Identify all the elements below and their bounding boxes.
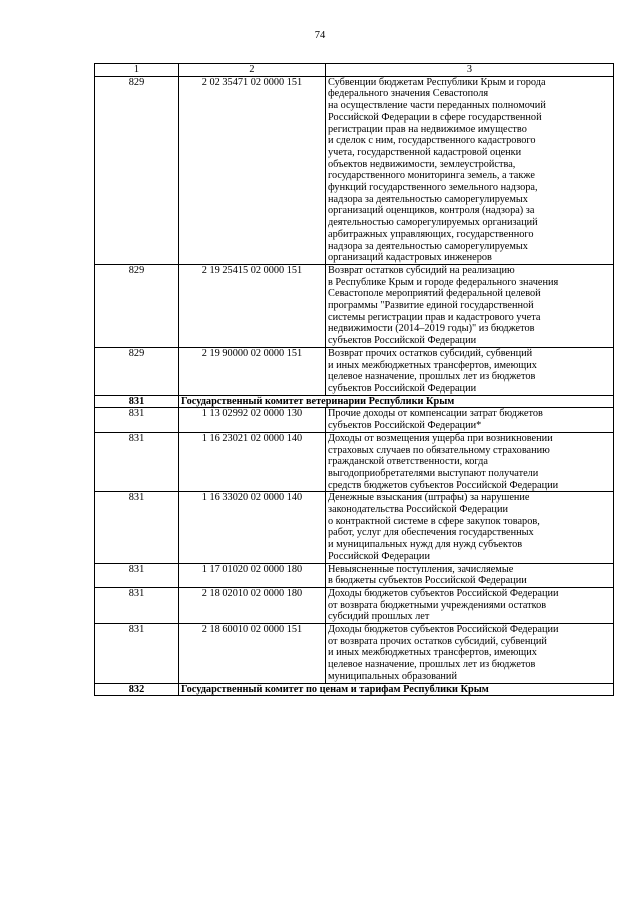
description-line: Российской Федерации — [328, 550, 430, 562]
table-row — [95, 492, 614, 563]
description-line: и муниципальных нужд для нужд субъектов — [328, 539, 523, 551]
table-row — [95, 587, 614, 623]
admin-code: 831 — [95, 408, 179, 432]
group-title: Государственный комитет по ценам и тарифам Республики Крым — [179, 683, 614, 696]
description-line: о контрактной системе в сфере закупок товаров, — [328, 515, 540, 527]
income-code: 1 17 01020 02 0000 180 — [179, 563, 326, 587]
description-line: гражданской ответственности, когда — [328, 456, 488, 468]
income-description — [326, 347, 614, 395]
income-description — [326, 432, 614, 492]
description-line: субъектов Российской Федерации — [328, 335, 477, 347]
description-line: надзора за деятельностью саморегулируемых — [328, 193, 528, 205]
group-title: Государственный комитет ветеринарии Республики Крым — [179, 395, 614, 408]
income-code: 1 16 33020 02 0000 140 — [179, 492, 326, 563]
description-line: Возврат остатков субсидий на реализацию — [328, 264, 515, 276]
table-header-row — [95, 64, 614, 77]
table-row — [95, 432, 614, 492]
group-header-row — [95, 683, 614, 696]
description-line: недвижимости (2014–2019 годы)" из бюджетов — [328, 323, 535, 335]
admin-code: 831 — [95, 395, 179, 408]
income-description — [326, 264, 614, 347]
description-line: Доходы от возмещения ущерба при возникновении — [328, 432, 553, 444]
description-line: от возврата бюджетными учреждениями остатков — [328, 599, 547, 611]
description-line: деятельностью саморегулируемых организаций — [328, 217, 538, 229]
income-description — [326, 624, 614, 684]
table-row — [95, 408, 614, 432]
income-description — [326, 563, 614, 587]
description-line: организаций кадастровых инженеров — [328, 252, 492, 264]
table-row — [95, 347, 614, 395]
description-line: Субвенции бюджетам Республики Крым и города — [328, 76, 546, 88]
table-row — [95, 624, 614, 684]
description-line: Доходы бюджетов субъектов Российской Федерации — [328, 624, 559, 636]
admin-code: 831 — [95, 432, 179, 492]
table-row — [95, 76, 614, 264]
description-line: Возврат прочих остатков субсидий, субвенций — [328, 347, 533, 359]
description-line: и сделок с ним, государственного кадастрового — [328, 135, 536, 147]
admin-code: 831 — [95, 492, 179, 563]
income-code: 1 16 23021 02 0000 140 — [179, 432, 326, 492]
description-line: учета, государственной кадастровой оценки — [328, 146, 522, 158]
admin-code: 831 — [95, 624, 179, 684]
description-line: работ, услуг для обеспечения государственных — [328, 527, 534, 539]
income-description — [326, 587, 614, 623]
column-header-2: 2 — [179, 64, 326, 77]
description-line: федерального значения Севастополя — [328, 88, 489, 100]
description-line: и иных межбюджетных трансфертов, имеющих — [328, 647, 537, 659]
page-number: 74 — [314, 30, 326, 41]
description-line: Денежные взыскания (штрафы) за нарушение — [328, 492, 530, 504]
description-line: арбитражных управляющих, государственного — [328, 228, 534, 240]
income-description — [326, 492, 614, 563]
description-line: страховых случаев по обязательному страхованию — [328, 444, 550, 456]
description-line: выгодоприобретателями выступают получатели — [328, 467, 539, 479]
admin-code: 832 — [95, 683, 179, 696]
description-line: субъектов Российской Федерации — [328, 382, 477, 394]
description-line: государственного мониторинга земель, а также — [328, 170, 535, 182]
income-description — [326, 76, 614, 264]
income-code: 2 19 90000 02 0000 151 — [179, 347, 326, 395]
description-line: Севастополе мероприятий федеральной целевой — [328, 288, 541, 300]
income-code: 2 19 25415 02 0000 151 — [179, 264, 326, 347]
description-line: субсидий прошлых лет — [328, 611, 430, 623]
description-line: средств бюджетов субъектов Российской Федерации — [328, 479, 559, 491]
description-line: в бюджеты субъектов Российской Федерации — [328, 575, 527, 587]
income-codes-table — [94, 63, 614, 696]
admin-code: 829 — [95, 264, 179, 347]
description-line: муниципальных образований — [328, 670, 457, 682]
description-line: организаций оценщиков, контроля (надзора) за — [328, 205, 535, 217]
description-line: целевое назначение, прошлых лет из бюджетов — [328, 659, 536, 671]
income-code: 1 13 02992 02 0000 130 — [179, 408, 326, 432]
table-row — [95, 563, 614, 587]
income-description — [326, 408, 614, 432]
table-row — [95, 264, 614, 347]
description-line: программы "Развитие единой государственной — [328, 300, 534, 312]
description-line: законодательства Российской Федерации — [328, 504, 508, 516]
income-code: 2 18 60010 02 0000 151 — [179, 624, 326, 684]
admin-code: 831 — [95, 563, 179, 587]
description-line: объектов недвижимости, землеустройства, — [328, 158, 516, 170]
column-header-3: 3 — [326, 64, 614, 77]
table-body — [95, 64, 614, 696]
description-line: Прочие доходы от компенсации затрат бюджетов — [328, 408, 543, 420]
description-line: в Республике Крым и городе федерального значения — [328, 276, 559, 288]
description-line: регистрации прав на недвижимое имущество — [328, 123, 527, 135]
group-header-row — [95, 395, 614, 408]
description-line: целевое назначение, прошлых лет из бюджетов — [328, 371, 536, 383]
admin-code: 829 — [95, 347, 179, 395]
description-line: от возврата прочих остатков субсидий, субвенций — [328, 635, 547, 647]
income-code: 2 02 35471 02 0000 151 — [179, 76, 326, 264]
admin-code: 831 — [95, 587, 179, 623]
income-code: 2 18 02010 02 0000 180 — [179, 587, 326, 623]
description-line: Невыясненные поступления, зачисляемые — [328, 563, 514, 575]
description-line: функций государственного земельного надзора, — [328, 182, 538, 194]
column-header-1: 1 — [95, 64, 179, 77]
description-line: Российской Федерации в сфере государственной — [328, 111, 542, 123]
description-line: Доходы бюджетов субъектов Российской Федерации — [328, 587, 559, 599]
description-line: субъектов Российской Федерации* — [328, 420, 482, 432]
description-line: и иных межбюджетных трансфертов, имеющих — [328, 359, 537, 371]
description-line: надзора за деятельностью саморегулируемых — [328, 240, 528, 252]
description-line: на осуществление части переданных полномочий — [328, 100, 546, 112]
admin-code: 829 — [95, 76, 179, 264]
description-line: системы регистрации прав и кадастрового учета — [328, 311, 541, 323]
